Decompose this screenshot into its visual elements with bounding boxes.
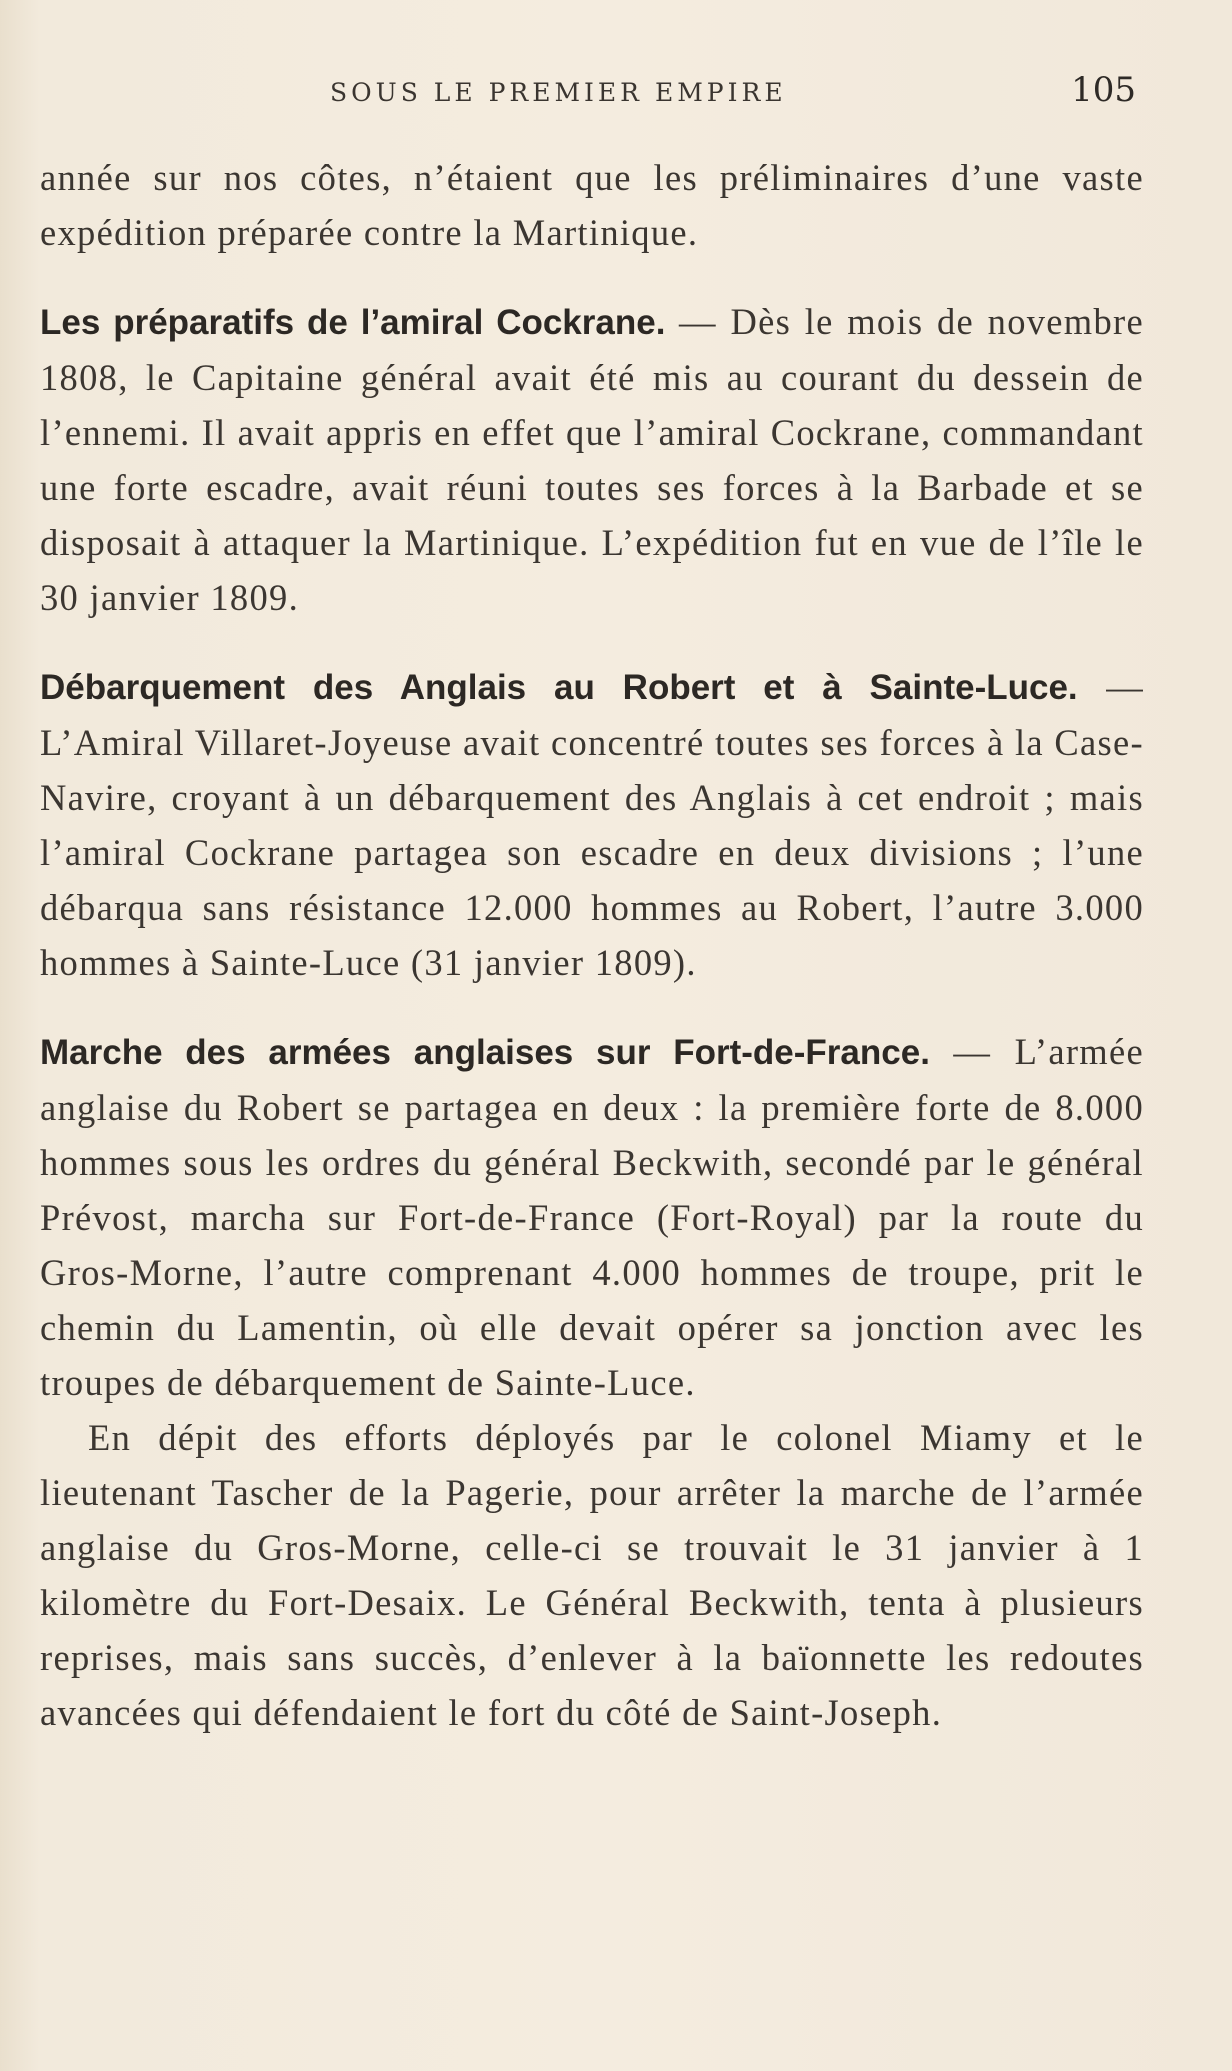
paragraph-text: En dépit des efforts déployés par le colonel Miamy et le lieutenant Tascher de la Pagerie, pour arrêter la marche de l’armée anglaise du Gros-Morne, celle-ci se trouvait le 31 janvier à 1 kilomètre du Fort-Desaix. Le Général Beckwith, tenta à plusieurs reprises, mais sans succès, d’enlever à la baïonnette les redoutes avancées qui défendaient le fort du côté de Saint-Joseph. (40, 1417, 1144, 1733)
running-header (0, 70, 1232, 110)
em-dash: — (665, 301, 731, 342)
paragraph-text: L’Amiral Villaret-Joyeuse avait concentré toutes ses forces à la Case-Navire, croyant à un débarquement des Anglais à cet endroit ; mais l’amiral Cockrane partagea son escadre en deux divisions ; l’une débarqua sans résistance 12.000 hommes au Robert, l’autre 3.000 hommes à Sainte-Luce (31 janvier 1809). (40, 722, 1144, 983)
paragraph-continuation (40, 150, 1144, 260)
em-dash: — (1077, 666, 1144, 707)
section-heading: Débarquement des Anglais au Robert et à Sainte-Luce. (40, 668, 1078, 707)
running-title: SOUS LE PREMIER EMPIRE (330, 78, 787, 107)
paragraph-text: Dès le mois de novembre 1808, le Capitaine général avait été mis au courant du dessein de l’ennemi. Il avait appris en effet que l’amiral Cockrane, commandant une forte escadre, avait réuni toutes ses forces à la Barbade et se disposait à attaquer la Martinique. L’expédition fut en vue de l’île le 30 janvier 1809. (40, 301, 1145, 618)
section-debarquement (40, 659, 1144, 990)
section-heading: Marche des armées anglaises sur Fort-de-France. (40, 1033, 930, 1072)
paragraph-text: année sur nos côtes, n’étaient que les préliminaires d’une vaste expédition préparée contre la Martinique. (40, 157, 1144, 253)
section-heading: Les préparatifs de l’amiral Cockrane. (40, 303, 666, 342)
paragraph-text: L’armée anglaise du Robert se partagea en deux : la première forte de 8.000 hommes sous les ordres du général Beckwith, secondé par le général Prévost, marcha sur Fort-de-France (Fort-Royal) par la route du Gros-Morne, l’autre comprenant 4.000 hommes de troupe, prit le chemin du Lamentin, où elle devait opérer sa jonction avec les troupes de débarquement de Sainte-Luce. (40, 1031, 1144, 1403)
body-text (40, 150, 1144, 1740)
section-preparatifs (40, 294, 1144, 625)
section-marche (40, 1024, 1144, 1410)
em-dash: — (929, 1031, 1015, 1072)
paragraph-en-depit (40, 1410, 1144, 1740)
page-number: 105 (1071, 70, 1136, 110)
